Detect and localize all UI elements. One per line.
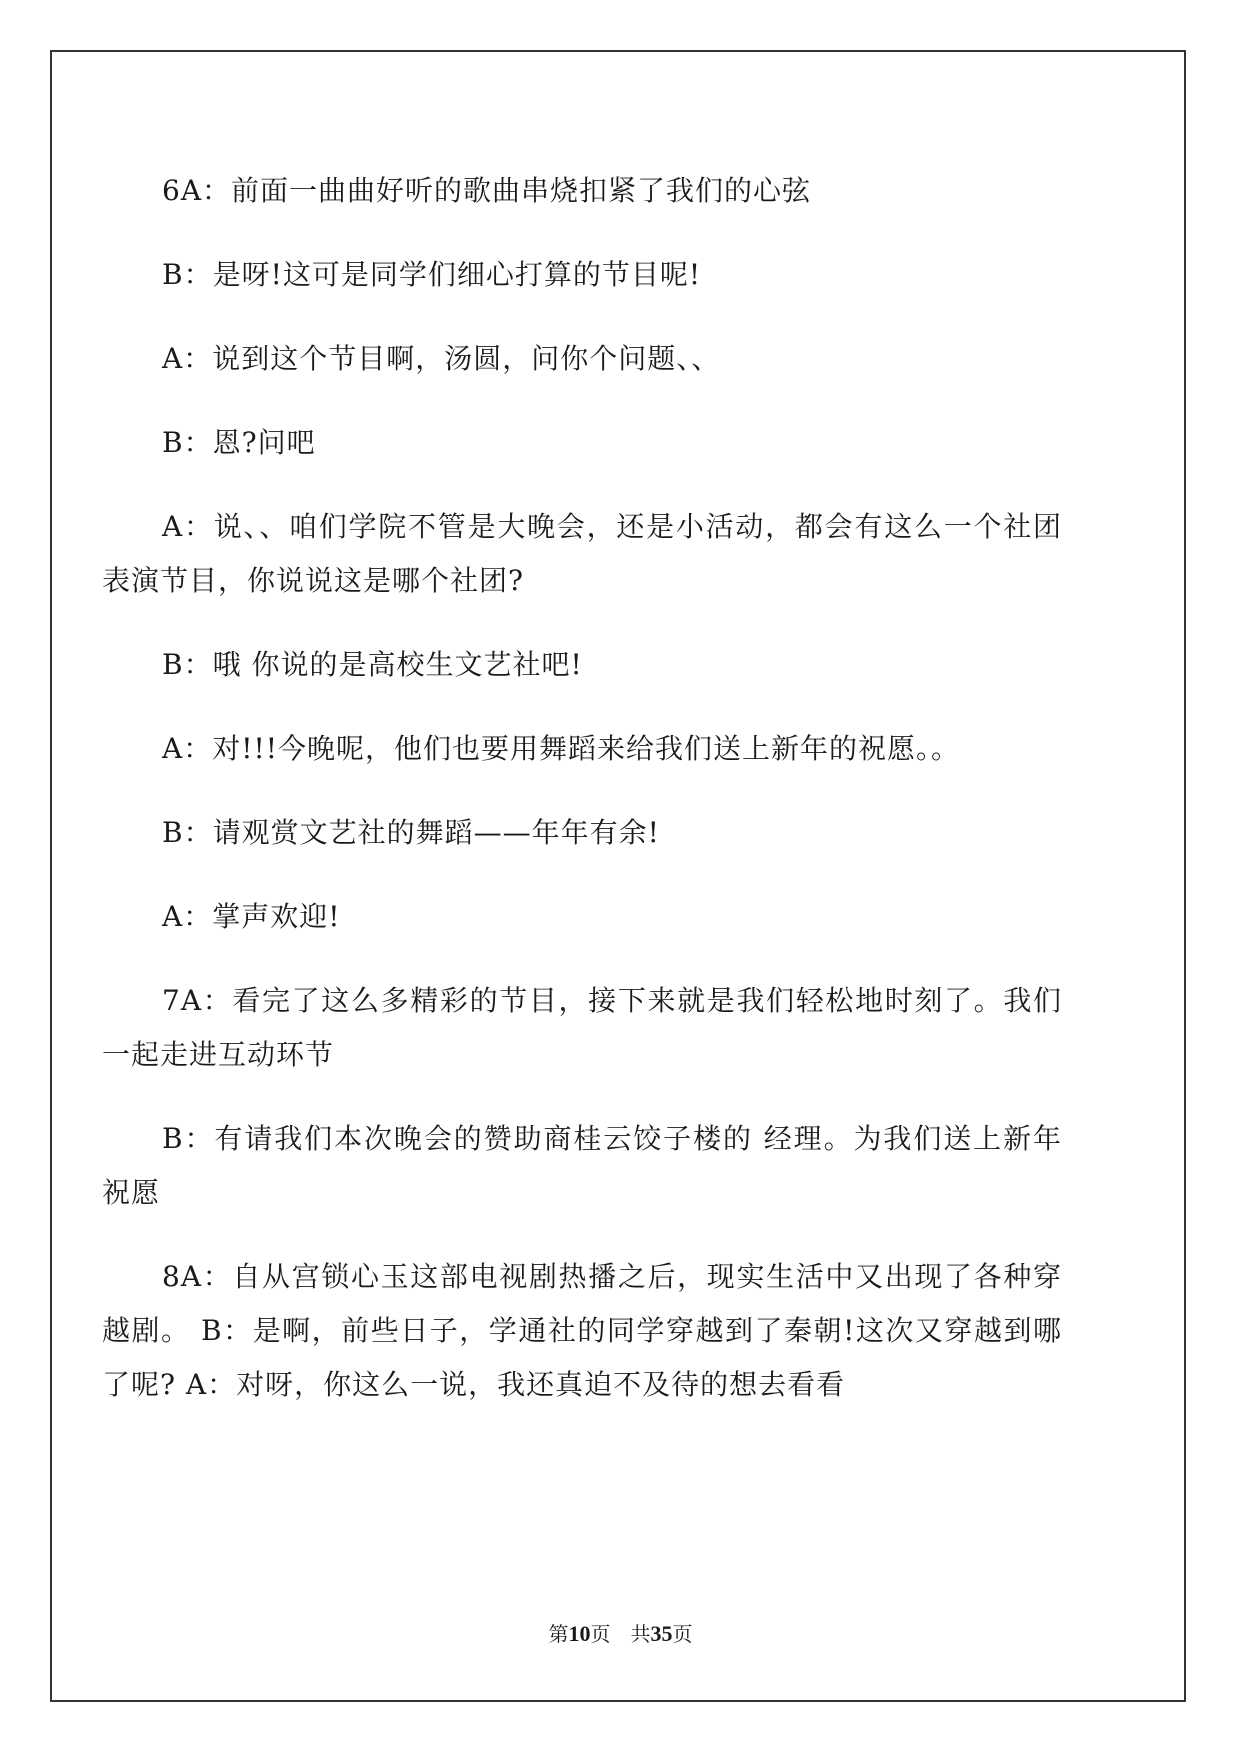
- paragraph: B：哦 你说的是高校生文艺社吧!: [162, 648, 583, 681]
- paragraph: A：对!!!今晚呢，他们也要用舞蹈来给我们送上新年的祝愿。。: [162, 732, 960, 765]
- paragraph: 8A：自从宫锁心玉这部电视剧热播之后，现实生活中又出现了各种穿越剧。 B：是啊，前些日子，学通社的同学穿越到了秦朝!这次又穿越到哪了呢? A：对呀，你这么一说，我还真迫不及待的想去看看: [102, 1260, 1062, 1401]
- paragraph: A：说到这个节目啊，汤圆，问你个问题、、: [162, 342, 721, 375]
- footer-prefix: 第: [548, 1622, 569, 1646]
- paragraph: B：有请我们本次晚会的赞助商桂云饺子楼的 经理。为我们送上新年祝愿: [102, 1122, 1062, 1209]
- paragraph: B：是呀!这可是同学们细心打算的节目呢!: [162, 258, 702, 291]
- footer-total-suffix: 页: [672, 1622, 693, 1646]
- footer-page-word: 页: [590, 1622, 611, 1646]
- current-page-number: 10: [568, 1621, 591, 1646]
- paragraph: B：恩?问吧: [162, 426, 316, 459]
- paragraph: 6A：前面一曲曲好听的歌曲串烧扣紧了我们的心弦: [162, 174, 812, 207]
- paragraph: B：请观赏文艺社的舞蹈——年年有余!: [162, 816, 660, 849]
- paragraph: A：说、、咱们学院不管是大晚会，还是小活动，都会有这么一个社团表演节目，你说说这是哪个社团?: [102, 510, 1062, 597]
- paragraph: 7A：看完了这么多精彩的节目，接下来就是我们轻松地时刻了。我们一起走进互动环节: [102, 984, 1062, 1071]
- paragraph: A：掌声欢迎!: [162, 900, 341, 933]
- document-body: [102, 164, 1062, 1442]
- page-footer: [0, 1618, 1241, 1647]
- footer-total-prefix: 共: [630, 1622, 651, 1646]
- total-pages-number: 35: [650, 1621, 673, 1646]
